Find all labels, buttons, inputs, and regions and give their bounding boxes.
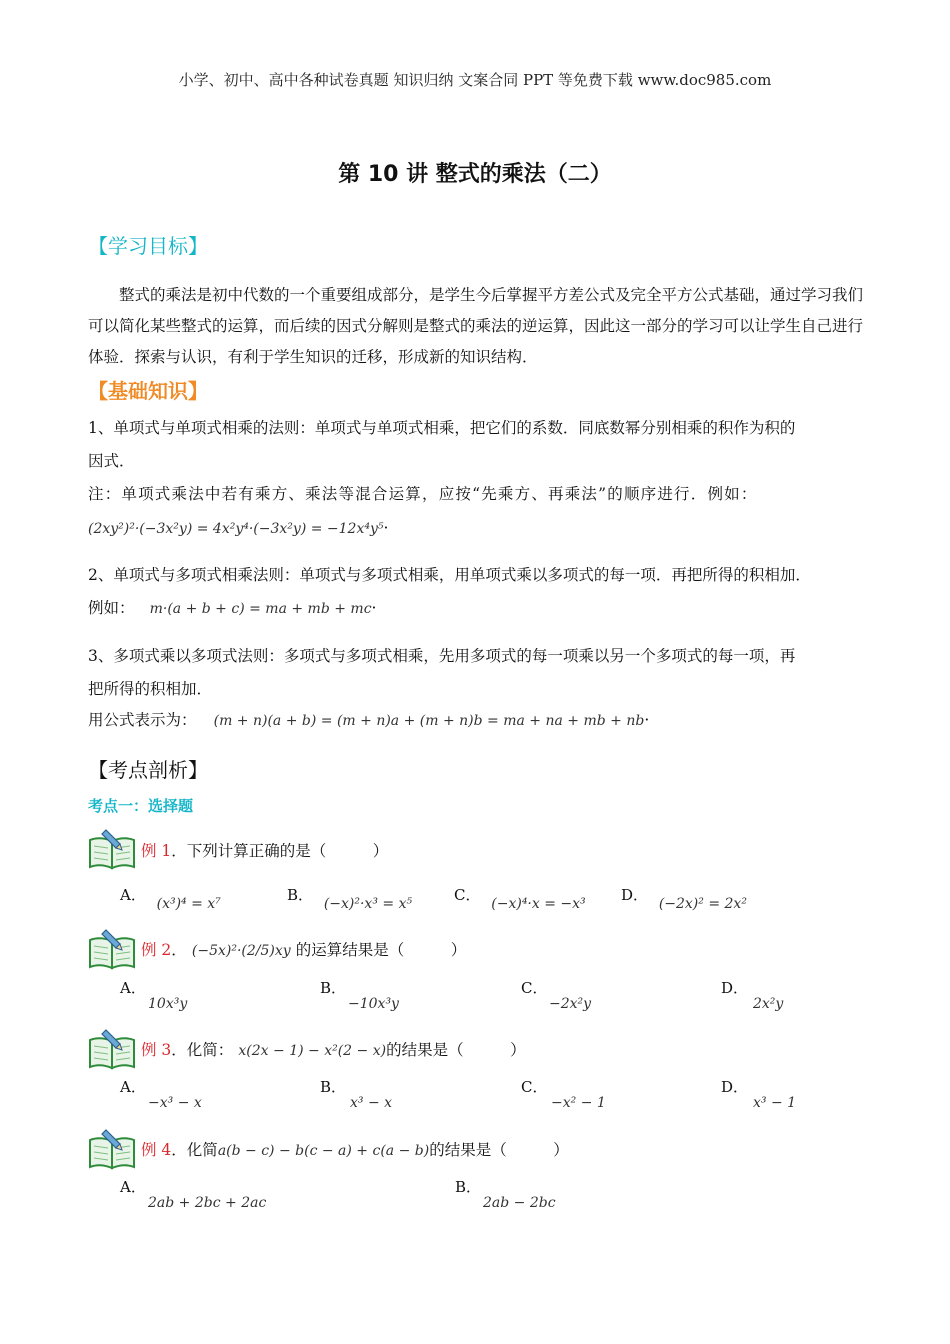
option-letter: D． [721,1078,749,1096]
example-3-label: 例 3 [141,1041,172,1059]
example-1-text: ．下列计算正确的是（ ） [171,842,389,860]
example-4-suffix: 的结果是（ ） [429,1141,569,1159]
rule1-formula: (2xy²)²·(−3x²y) = 4x²y⁴·(−3x²y) = −12x⁴y⁵ [88,521,384,537]
rule3-formula: (m + n)(a + b) = (m + n)a + (m + n)b = ma + na + mb + nb [213,713,645,729]
example-4-option-b[interactable] [455,1176,556,1211]
option-formula: −10x³y [348,996,399,1012]
option-letter: D． [621,886,649,904]
example-2-prefix: ． [171,941,187,959]
rule3-line1: 3、多项式乘以多项式法则：多项式与多项式相乘，先用多项式的每一项乘以另一个多项式的每一项，再 [88,647,796,665]
rule1-formula-line [88,518,388,537]
rule1-line1: 1、单项式与单项式相乘的法则：单项式与单项式相乘，把它们的系数．同底数幂分别相乘的积作为积的 [88,419,796,437]
example-2-option-a[interactable] [120,977,187,1012]
rule1-line2: 因式． [88,452,135,470]
example-1-option-b[interactable] [287,884,413,912]
rule3-prefix: 用公式表示为： [88,711,197,729]
example-4-stem [141,1138,569,1160]
example-3-formula: x(2x − 1) − x²(2 − x) [238,1043,387,1059]
rule3-formula-line [88,708,649,730]
option-letter: A． [120,886,146,904]
example-4-label: 例 4 [141,1141,172,1159]
example-1-stem [141,839,388,861]
rule1-note: 注：单项式乘法中若有乘方、乘法等混合运算，应按“先乘方、再乘法”的顺序进行．例如： [88,485,758,503]
option-formula: (−x)²·x³ = x⁵ [323,896,413,912]
option-letter: C． [454,886,481,904]
exam-subheading: 考点一：选择题 [88,797,194,815]
rule1-dot: · [383,519,389,537]
option-letter: A． [120,1178,146,1196]
example-4-formula: a(b − c) − b(c − a) + c(a − b) [217,1143,430,1159]
rule2-dot: · [371,599,377,617]
book-pencil-icon [86,826,138,870]
example-1-label: 例 1 [141,842,172,860]
page-header: 小学、初中、高中各种试卷真题 知识归纳 文案合同 PPT 等免费下载 www.doc985.com [178,71,772,89]
option-formula: (−x)⁴·x = −x³ [491,896,586,912]
option-formula: 2ab − 2bc [483,1195,556,1211]
option-letter: B． [320,1078,347,1096]
example-1-option-c[interactable] [454,884,586,912]
option-letter: A． [120,979,146,997]
option-letter: C． [521,979,548,997]
book-pencil-icon [86,1126,138,1170]
example-3-option-d[interactable] [721,1076,796,1111]
example-3-prefix: ．化简： [171,1041,234,1059]
option-letter: B． [320,979,347,997]
example-3-option-b[interactable] [320,1076,392,1111]
basic-heading: 【基础知识】 [88,379,208,403]
example-3-option-a[interactable] [120,1076,202,1111]
option-formula: 2ab + 2bc + 2ac [148,1195,267,1211]
option-formula: −x² − 1 [551,1095,606,1111]
exam-heading: 【考点剖析】 [88,758,208,782]
rule2-formula: m·(a + b + c) = ma + mb + mc [149,601,372,617]
book-pencil-icon [86,1026,138,1070]
option-formula: x³ − x [350,1095,393,1111]
option-letter: B． [455,1178,482,1196]
rule3-dot: · [644,711,650,729]
example-2-option-d[interactable] [721,977,783,1012]
option-letter: B． [287,886,314,904]
rule3-line2: 把所得的积相加． [88,680,213,698]
example-3-option-c[interactable] [521,1076,606,1111]
example-3-suffix: 的结果是（ ） [386,1041,526,1059]
example-1-option-a[interactable] [120,884,221,912]
example-2-suffix: 的运算结果是（ ） [295,941,467,959]
option-formula: (x³)⁴ = x⁷ [156,896,221,912]
option-formula: −x³ − x [148,1095,202,1111]
example-2-stem [141,938,466,960]
book-pencil-icon [86,926,138,970]
example-2-formula: (−5x)²·(2/5)xy [191,943,291,959]
example-2-label: 例 2 [141,941,172,959]
goal-heading: 【学习目标】 [88,234,208,258]
rule2-example-line [88,596,376,618]
option-letter: D． [721,979,749,997]
page-title: 第 10 讲 整式的乘法（二） [338,162,612,187]
option-formula: 2x²y [753,996,784,1012]
example-2-option-b[interactable] [320,977,399,1012]
example-4-option-a[interactable] [120,1176,266,1211]
example-3-stem [141,1038,526,1060]
example-2-option-c[interactable] [521,977,591,1012]
example-1-option-d[interactable] [621,884,747,912]
goal-paragraph: 整式的乘法是初中代数的一个重要组成部分，是学生今后掌握平方差公式及完全平方公式基础，通过学习我们可以简化某些整式的运算，而后续的因式分解则是整式的乘法的逆运算，因此这一部分的学习可以让学生自己进行体验．探索与认识，有利于学生知识的迁移，形成新的知识结构． [88,286,864,366]
rule2-example-prefix: 例如： [88,599,135,617]
example-4-prefix: ．化简 [171,1141,218,1159]
option-letter: A． [120,1078,146,1096]
option-letter: C． [521,1078,548,1096]
option-formula: (−2x)² = 2x² [658,896,747,912]
option-formula: 10x³y [148,996,188,1012]
option-formula: x³ − 1 [753,1095,797,1111]
rule2-line1: 2、单项式与多项式相乘法则：单项式与多项式相乘，用单项式乘以多项式的每一项．再把所得的积相加． [88,566,811,584]
option-formula: −2x²y [549,996,592,1012]
